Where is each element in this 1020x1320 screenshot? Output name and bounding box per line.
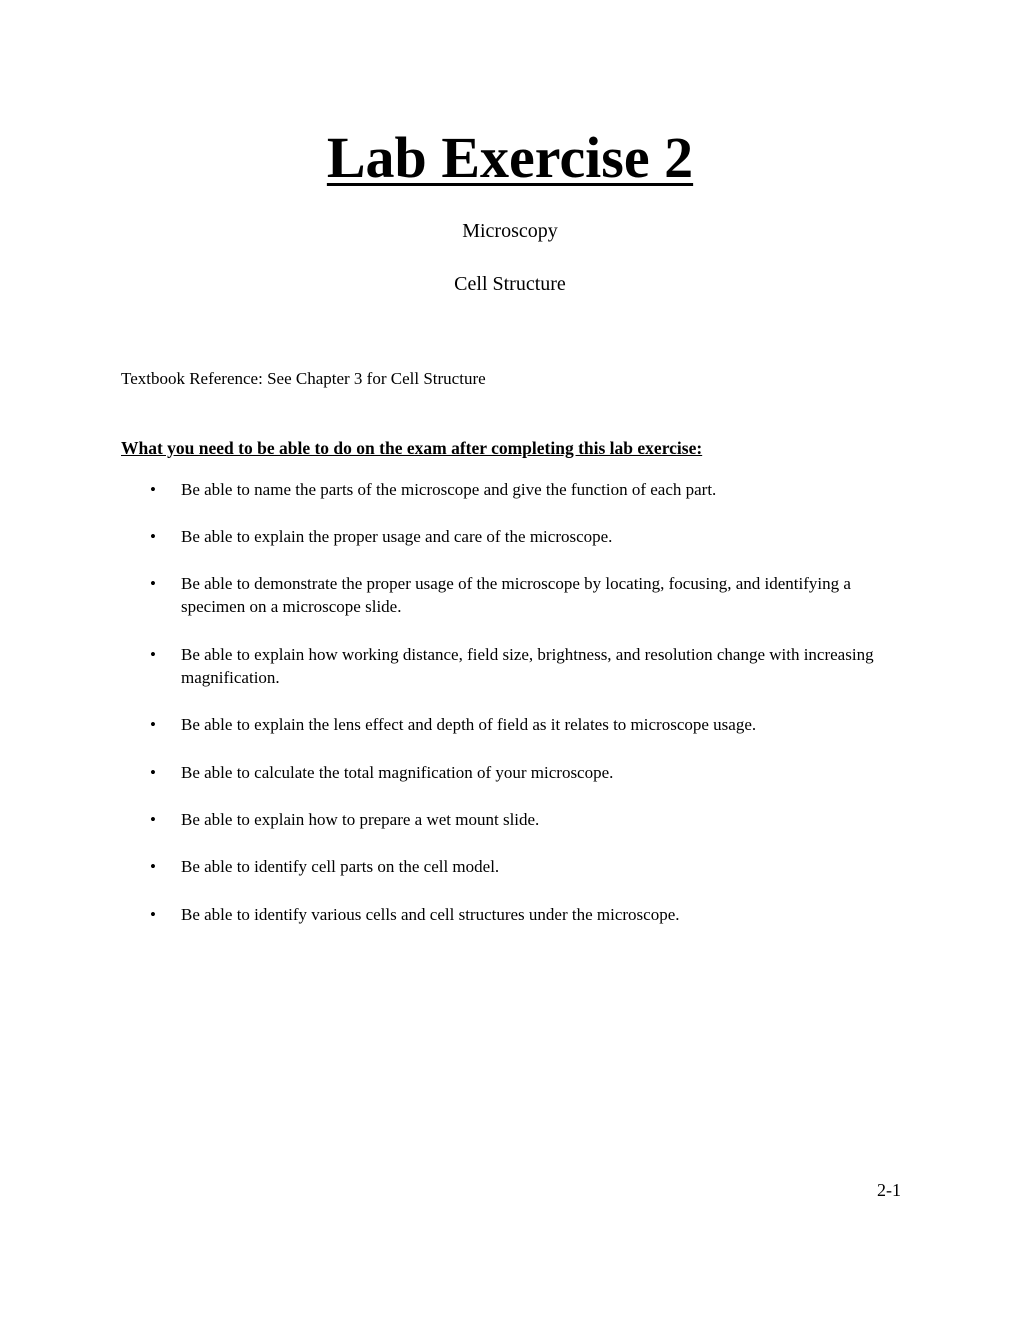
page-title-text: Lab Exercise 2 xyxy=(326,125,694,190)
objective-text: Be able to explain the proper usage and care of the microscope. xyxy=(181,527,613,546)
objective-text: Be able to calculate the total magnification of your microscope. xyxy=(181,763,614,782)
textbook-reference: Textbook Reference: See Chapter 3 for Cell Structure xyxy=(121,369,486,388)
objective-text: Be able to explain how working distance, field size, brightness, and resolution change with increasing magnification. xyxy=(181,645,874,687)
objective-text: Be able to demonstrate the proper usage of the microscope by locating, focusing, and identifying a specimen on a microscope slide. xyxy=(181,574,851,616)
objectives-heading: What you need to be able to do on the exam after completing this lab exercise: xyxy=(121,438,703,458)
objective-text: Be able to explain the lens effect and depth of field as it relates to microscope usage. xyxy=(181,715,757,734)
objective-text: Be able to identify various cells and cell structures under the microscope. xyxy=(181,905,680,924)
subtitle-microscopy: Microscopy xyxy=(462,220,558,242)
objective-text: Be able to name the parts of the microscope and give the function of each part. xyxy=(181,480,717,499)
bullet-icon: • xyxy=(150,810,156,829)
bullet-icon: • xyxy=(150,715,156,734)
page-title xyxy=(0,122,1020,194)
bullet-icon: • xyxy=(150,480,156,499)
bullet-icon: • xyxy=(150,574,156,593)
bullet-icon: • xyxy=(150,905,156,924)
bullet-icon: • xyxy=(150,857,156,876)
bullet-icon: • xyxy=(150,645,156,664)
bullet-icon: • xyxy=(150,527,156,546)
objective-text: Be able to identify cell parts on the cell model. xyxy=(181,857,500,876)
subtitle-cell-structure: Cell Structure xyxy=(454,273,566,295)
objective-text: Be able to explain how to prepare a wet mount slide. xyxy=(181,810,540,829)
page-number: 2-1 xyxy=(877,1180,901,1200)
bullet-icon: • xyxy=(150,763,156,782)
